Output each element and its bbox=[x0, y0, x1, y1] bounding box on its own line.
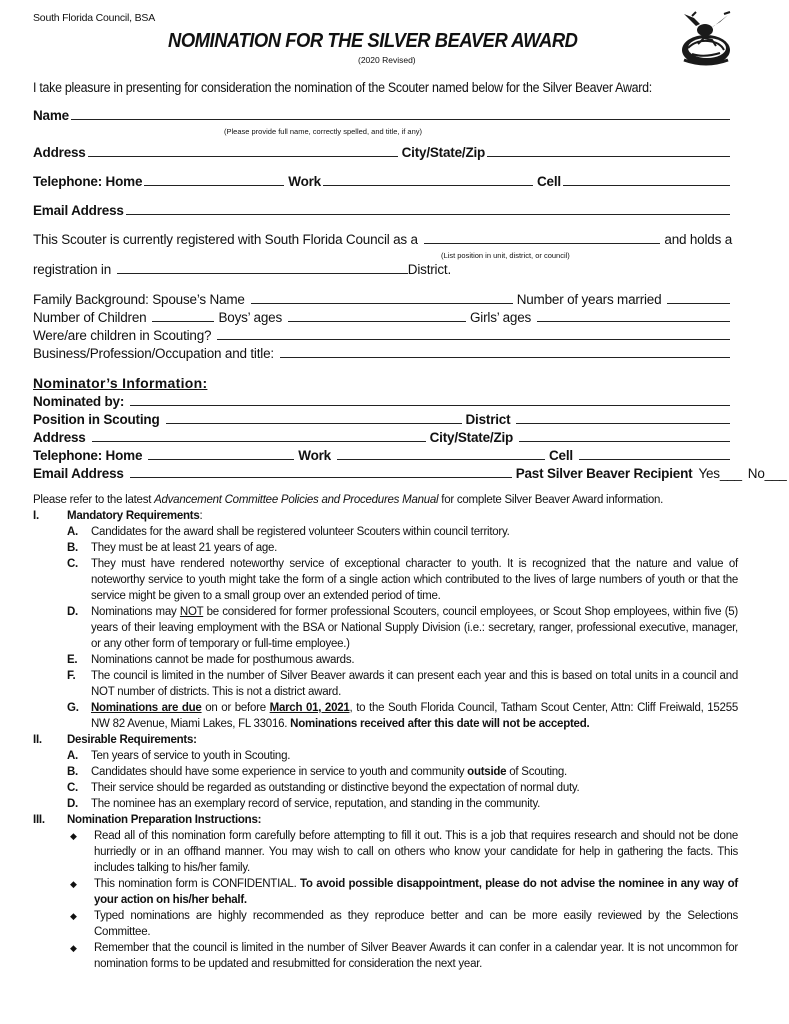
work-label: Work bbox=[288, 174, 321, 189]
registration-position-field[interactable] bbox=[424, 242, 661, 244]
desirable-item-c: C. Their service should be regarded as outstanding or distinctive beyond the expectation of normal duty. bbox=[67, 782, 580, 794]
spouse-name-label: Family Background: Spouse’s Name bbox=[33, 292, 245, 307]
work-phone-field[interactable] bbox=[323, 184, 533, 186]
holds-a-text: and holds a bbox=[664, 232, 732, 247]
address-label: Address bbox=[33, 145, 86, 160]
preparation-bullet-2: ◆ This nomination form is CONFIDENTIAL. To avoid possible disappointment, please do not advise the nominee in any way of your action on his/her behalf. bbox=[33, 876, 738, 908]
name-field[interactable] bbox=[71, 118, 730, 120]
bullet-icon: ◆ bbox=[70, 831, 77, 841]
silver-beaver-logo-icon bbox=[674, 10, 736, 68]
nominator-telephone-home-field[interactable] bbox=[148, 458, 294, 460]
business-field[interactable] bbox=[280, 356, 730, 358]
email-address-label: Email Address bbox=[33, 203, 124, 218]
nominee-address-row bbox=[33, 145, 734, 160]
intro-statement: I take pleasure in presenting for consideration the nomination of the Scouter named below for the Silver Beaver Award: bbox=[33, 80, 652, 95]
nominator-address-label: Address bbox=[33, 430, 86, 445]
nominee-name-row bbox=[33, 108, 734, 123]
past-recipient-label: Past Silver Beaver Recipient bbox=[515, 466, 693, 481]
years-married-label: Number of years married bbox=[516, 292, 662, 307]
children-scouting-row bbox=[33, 328, 734, 343]
nominator-cell-label: Cell bbox=[548, 448, 573, 463]
city-state-zip-label: City/State/Zip bbox=[401, 145, 486, 160]
nominated-by-label: Nominated by: bbox=[33, 394, 125, 409]
business-row bbox=[33, 346, 734, 361]
children-row bbox=[33, 310, 734, 325]
mandatory-item-d: D. Nominations may NOT be considered for former professional Scouters, council employees, or Scout Shop employees, within five (5) years of their leaving employment with the BSA or National Supply Division (i.e.: secretary, ranger, professional executive, manager, or any other form of temporary or full-time employee.) bbox=[67, 606, 738, 650]
city-state-zip-field[interactable] bbox=[487, 155, 730, 157]
boys-ages-label: Boys’ ages bbox=[218, 310, 282, 325]
due-notice: Nominations are due bbox=[91, 702, 202, 714]
telephone-home-label: Telephone: Home bbox=[33, 174, 143, 189]
bullet-icon: ◆ bbox=[70, 911, 77, 921]
nominator-district-label: District bbox=[465, 412, 511, 427]
nominated-by-field[interactable] bbox=[130, 404, 730, 406]
registration-district-field[interactable] bbox=[117, 272, 408, 274]
desirable-item-b: B. Candidates should have some experience in service to youth and community outside of Scouting. bbox=[67, 766, 567, 778]
family-background-row bbox=[33, 292, 734, 307]
cell-label: Cell bbox=[536, 174, 561, 189]
position-in-scouting-label: Position in Scouting bbox=[33, 412, 160, 427]
nominator-telephone-row bbox=[33, 448, 734, 463]
mandatory-heading: Mandatory Requirements: bbox=[67, 510, 203, 522]
mandatory-item-a: A. Candidates for the award shall be registered volunteer Scouters within council territory. bbox=[67, 526, 510, 538]
children-scouting-label: Were/are children in Scouting? bbox=[33, 328, 212, 343]
council-name: South Florida Council, BSA bbox=[33, 12, 156, 24]
email-address-field[interactable] bbox=[126, 213, 730, 215]
position-in-scouting-field[interactable] bbox=[166, 422, 462, 424]
nominator-address-field[interactable] bbox=[92, 440, 426, 442]
past-recipient-no[interactable]: No___ bbox=[747, 466, 787, 481]
number-of-children-label: Number of Children bbox=[33, 310, 147, 325]
nominator-work-label: Work bbox=[298, 448, 331, 463]
mandatory-item-f: F. The council is limited in the number of Silver Beaver awards it can present each year and this is based on total units in a council and NOT number of districts. This is not a district award. bbox=[67, 670, 738, 698]
due-date: March 01, 2021 bbox=[269, 702, 350, 714]
business-label: Business/Profession/Occupation and title: bbox=[33, 346, 274, 361]
nominated-by-row bbox=[33, 394, 734, 409]
registration-hint: (List position in unit, district, or council) bbox=[441, 251, 570, 260]
bullet-icon: ◆ bbox=[70, 879, 77, 889]
form-title: NOMINATION FOR THE SILVER BEAVER AWARD bbox=[168, 30, 578, 52]
name-hint: (Please provide full name, correctly spelled, and title, if any) bbox=[224, 127, 423, 136]
mandatory-item-b: B. They must be at least 21 years of age. bbox=[67, 542, 278, 554]
registration-district-row bbox=[33, 262, 453, 277]
preparation-bullet-4: ◆ Remember that the council is limited in the number of Silver Beaver Awards it can confer in a calendar year. It is not uncommon for nomination forms to be updated and resubmitted for consideration the next year. bbox=[33, 940, 738, 972]
instructions-section bbox=[33, 492, 738, 972]
registration-text: This Scouter is currently registered with South Florida Council as a bbox=[33, 232, 418, 247]
nominator-city-label: City/State/Zip bbox=[429, 430, 514, 445]
telephone-home-field[interactable] bbox=[144, 184, 284, 186]
revision-note: (2020 Revised) bbox=[358, 55, 416, 65]
nominator-city-field[interactable] bbox=[519, 440, 730, 442]
manual-reference: Please refer to the latest Advancement Committee Policies and Procedures Manual for complete Silver Beaver Award information. bbox=[33, 494, 664, 506]
desirable-item-d: D. The nominee has an exemplary record of service, reputation, and standing in the community. bbox=[67, 798, 541, 810]
position-in-scouting-row bbox=[33, 412, 734, 427]
preparation-bullet-3: ◆ Typed nominations are highly recommended as they reproduce better and can be more easily reviewed by the Selections Committee. bbox=[33, 908, 738, 940]
nominator-email-field[interactable] bbox=[130, 476, 512, 478]
registration-position-row bbox=[33, 232, 734, 247]
nominee-telephone-row bbox=[33, 174, 734, 189]
section-preparation: III. Nomination Preparation Instructions: bbox=[33, 814, 262, 826]
preparation-bullet-1: ◆ Read all of this nomination form carefully before attempting to fill it out. This is a job that requires research and should not be done hurriedly or in an offhand manner. You may wish to call on others who know your candidate for help in gathering the facts. This includes talking to his/her family. bbox=[33, 828, 738, 876]
bullet-icon: ◆ bbox=[70, 943, 77, 953]
nominator-address-row bbox=[33, 430, 734, 445]
girls-ages-field[interactable] bbox=[537, 320, 730, 322]
manual-title: Advancement Committee Policies and Procedures Manual bbox=[154, 494, 439, 506]
years-married-field[interactable] bbox=[667, 302, 730, 304]
mandatory-item-c: C. They must have rendered noteworthy service of exceptional character to youth. It is recognized that the nature and value of noteworthy service to youth might take the form of a single action which contributed to the lives of large numbers of youth or that the service might be given to a small group over an extended period of time. bbox=[67, 558, 738, 602]
cell-phone-field[interactable] bbox=[563, 184, 730, 186]
nominator-email-label: Email Address bbox=[33, 466, 124, 481]
children-scouting-field[interactable] bbox=[217, 338, 730, 340]
name-label: Name bbox=[33, 108, 69, 123]
past-recipient-yes[interactable]: Yes___ bbox=[698, 466, 742, 481]
spouse-name-field[interactable] bbox=[251, 302, 513, 304]
nominator-district-field[interactable] bbox=[516, 422, 730, 424]
number-of-children-field[interactable] bbox=[152, 320, 214, 322]
address-field[interactable] bbox=[88, 155, 398, 157]
mandatory-item-e: E. Nominations cannot be made for posthumous awards. bbox=[67, 654, 355, 666]
nominator-work-field[interactable] bbox=[337, 458, 545, 460]
nominator-heading: Nominator’s Information: bbox=[33, 375, 208, 391]
desirable-item-a: A. Ten years of service to youth in Scouting. bbox=[67, 750, 291, 762]
nominator-telephone-home-label: Telephone: Home bbox=[33, 448, 143, 463]
section-desirable: II. Desirable Requirements: bbox=[33, 734, 197, 746]
girls-ages-label: Girls’ ages bbox=[470, 310, 532, 325]
district-suffix: District. bbox=[407, 262, 451, 277]
nominator-cell-field[interactable] bbox=[579, 458, 730, 460]
registration-in-label: registration in bbox=[33, 262, 112, 277]
section-mandatory: I. Mandatory Requirements: bbox=[33, 510, 203, 522]
nominee-email-row bbox=[33, 203, 734, 218]
nominator-email-row bbox=[33, 466, 787, 481]
mandatory-item-g: G. Nominations are due on or before March 01, 2021, to the South Florida Council, Tatham Scout Center, Attn: Cliff Freiwald, 15255 NW 82 Avenue, Miami Lakes, FL 33016. Nominations received after this date will not be accepted. bbox=[67, 702, 738, 730]
boys-ages-field[interactable] bbox=[288, 320, 466, 322]
